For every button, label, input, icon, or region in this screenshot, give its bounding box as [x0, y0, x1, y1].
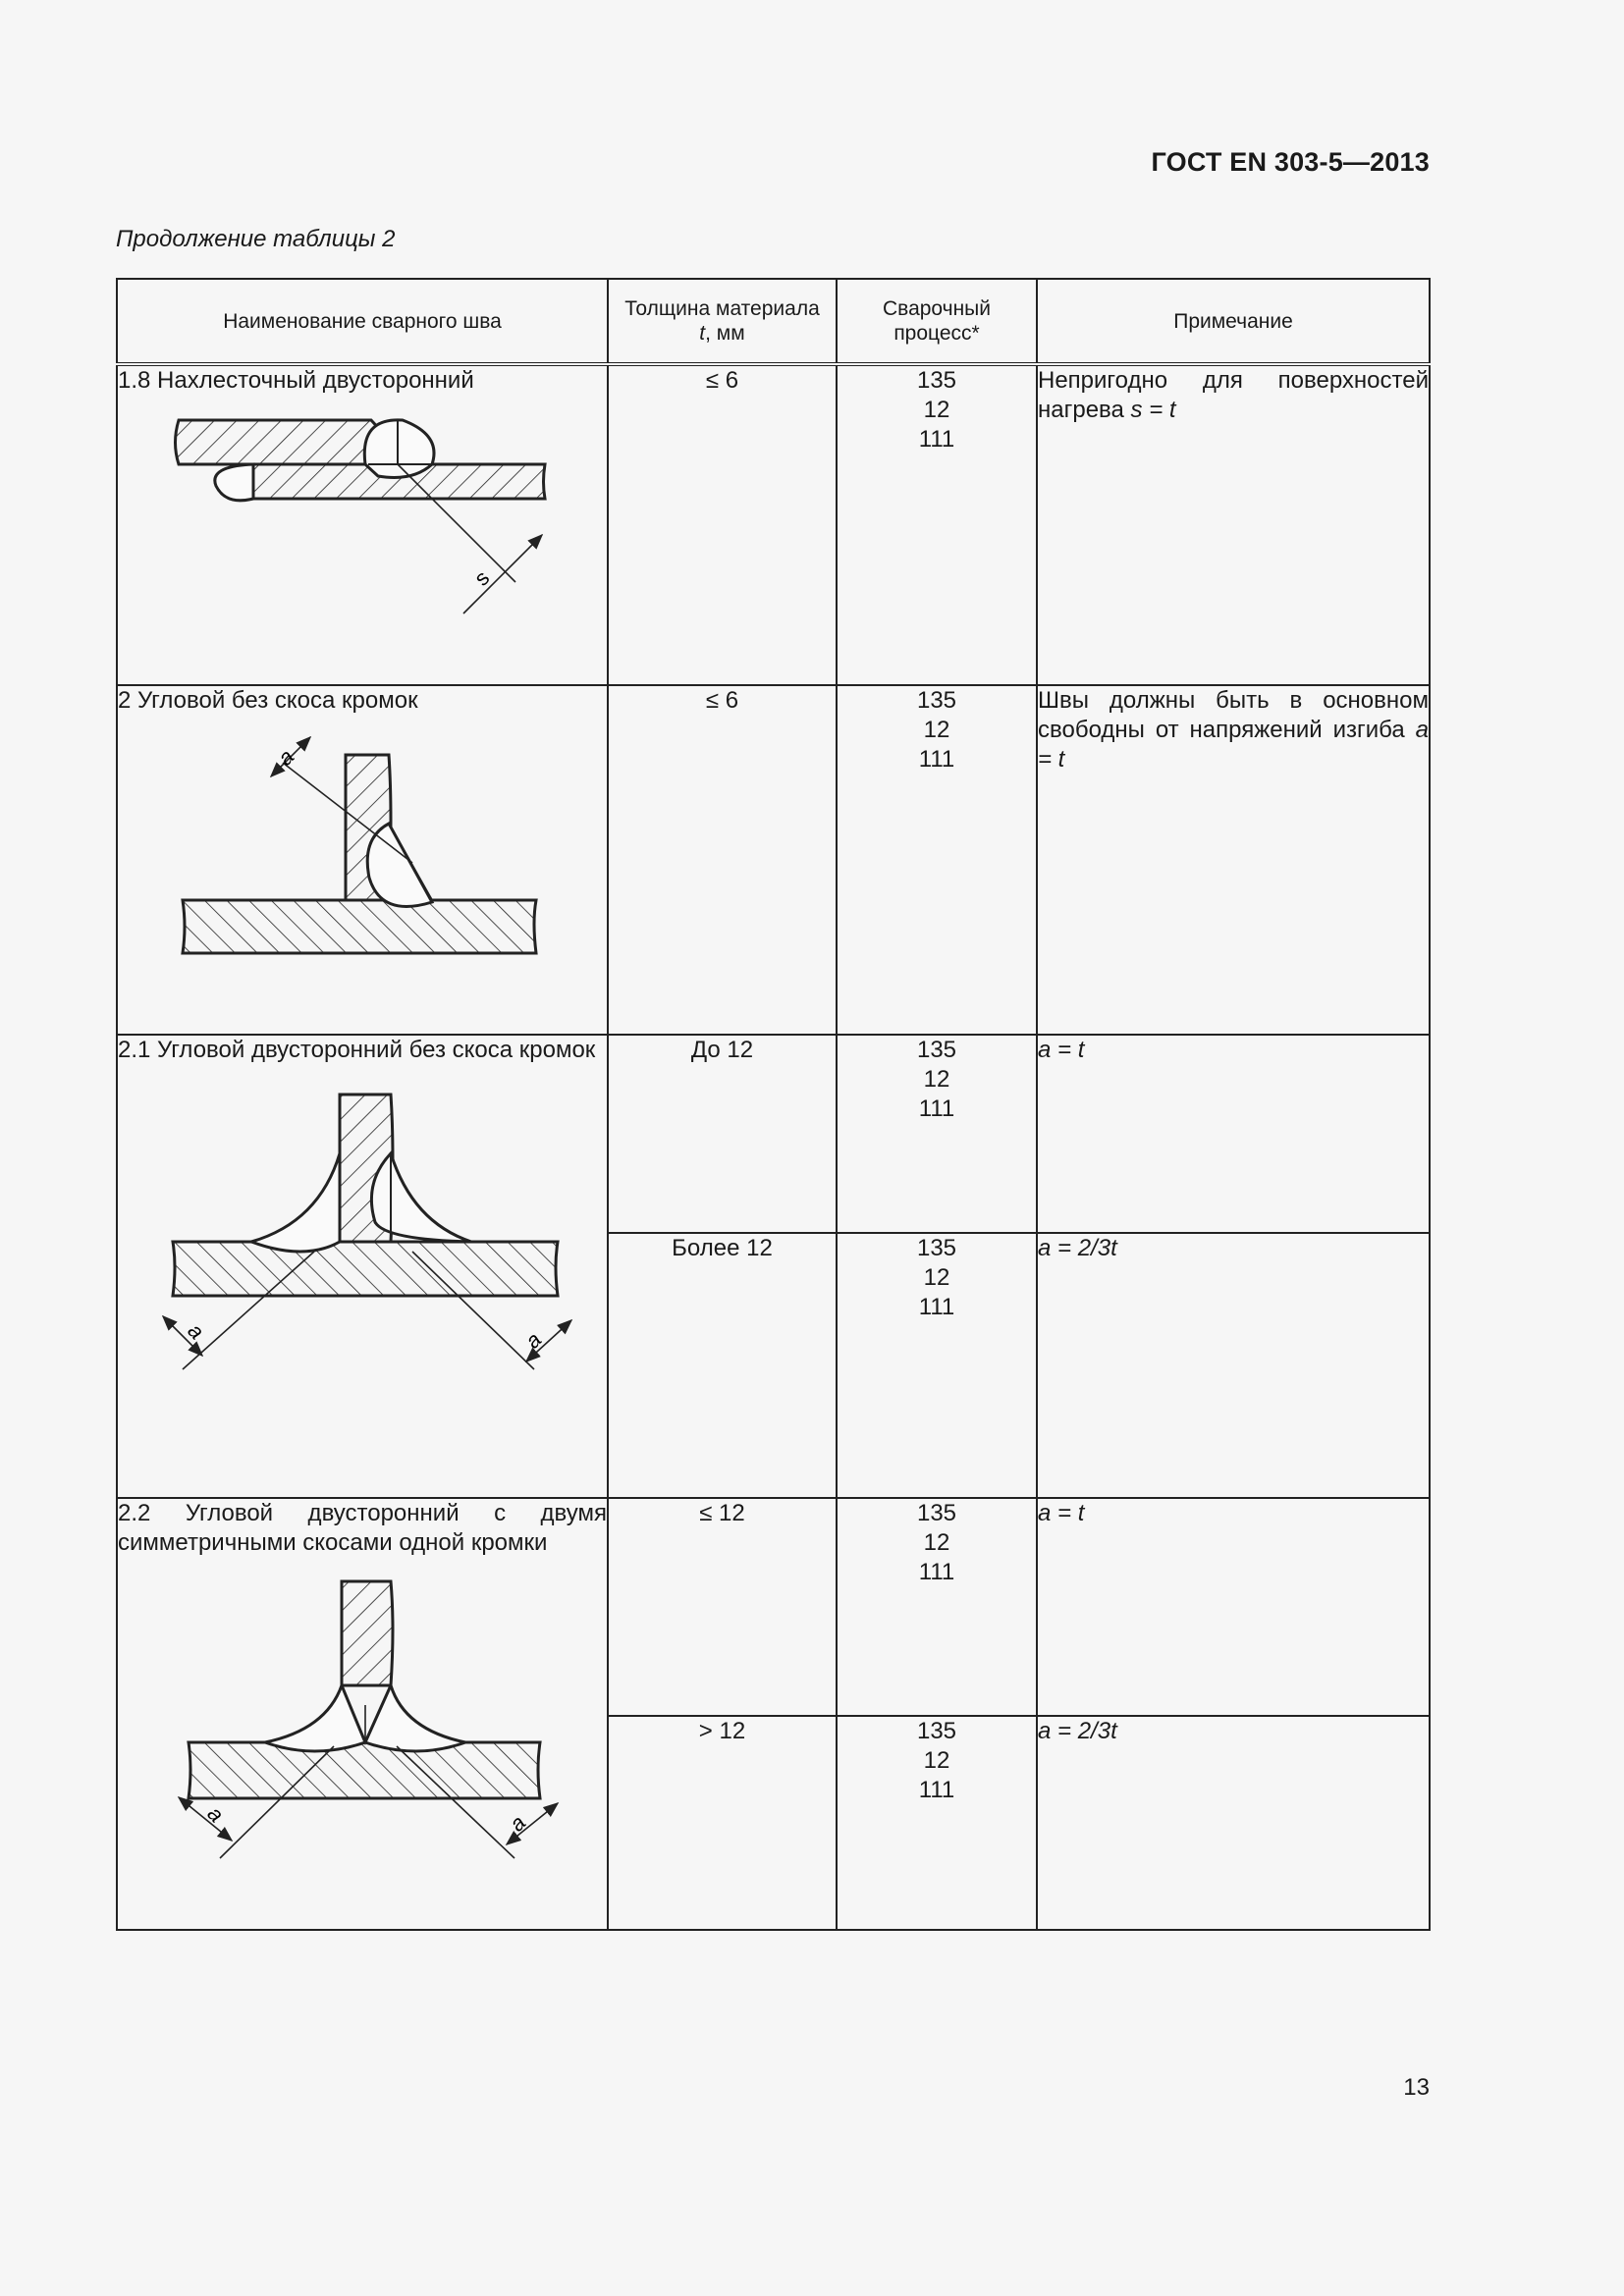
process-cell: 135 12 111: [837, 1035, 1037, 1233]
weld-name-cell: [117, 364, 608, 685]
dim-label-s: s: [468, 565, 495, 591]
dim-label-a: a: [272, 744, 299, 771]
thickness-cell: ≤ 6: [608, 364, 837, 685]
dim-label-a-left: a: [183, 1317, 209, 1345]
note-cell: a = 2/3t: [1037, 1716, 1430, 1930]
process-cell: 135 12 111: [837, 1498, 1037, 1716]
weld-name: 2.1 Угловой двусторонний без скоса кромок: [118, 1037, 596, 1063]
lap-joint-diagram: [118, 405, 589, 651]
table-caption: Продолжение таблицы 2: [116, 226, 396, 252]
table-row: [117, 1498, 1430, 1716]
table-row: [117, 685, 1430, 1035]
thickness-cell: Более 12: [608, 1233, 837, 1498]
dim-label-a-left: a: [202, 1800, 229, 1828]
note-cell: a = t: [1037, 1498, 1430, 1716]
weld-table: [116, 278, 1431, 1931]
dim-label-a-right: a: [504, 1810, 531, 1837]
col-header-process: Сварочный процесс*: [837, 279, 1037, 364]
col-header-name: Наименование сварного шва: [117, 279, 608, 364]
process-cell: 135 12 111: [837, 1716, 1037, 1930]
process-cell: 135 12 111: [837, 1233, 1037, 1498]
double-bevel-weld-diagram: [118, 1568, 589, 1862]
col-header-thickness: Толщина материала t, мм: [608, 279, 837, 364]
col-header-note: Примечание: [1037, 279, 1430, 364]
thickness-cell: ≤ 12: [608, 1498, 837, 1716]
thickness-cell: ≤ 6: [608, 685, 837, 1035]
weld-name: 1.8 Нахлесточный двусторонний: [118, 367, 474, 394]
weld-name-cell: [117, 1498, 608, 1930]
note-cell: Непригодно для поверхностей нагрева s = t: [1037, 364, 1430, 685]
process-cell: 135 12 111: [837, 364, 1037, 685]
weld-name-cell: [117, 685, 608, 1035]
process-cell: 135 12 111: [837, 685, 1037, 1035]
weld-name: 2.2 Угловой двусторонний с двумя симметричными скосами одной кромки: [118, 1500, 607, 1556]
document-id: ГОСТ EN 303-5—2013: [1151, 147, 1430, 177]
note-cell: a = 2/3t: [1037, 1233, 1430, 1498]
thickness-cell: До 12: [608, 1035, 837, 1233]
table-row: [117, 364, 1430, 685]
fillet-weld-diagram: [118, 725, 589, 1010]
weld-name: 2 Угловой без скоса кромок: [118, 687, 418, 714]
note-cell: Швы должны быть в основном свободны от напряжений изгиба a = t: [1037, 685, 1430, 1035]
thickness-cell: > 12: [608, 1716, 837, 1930]
double-fillet-weld-diagram: [118, 1075, 589, 1389]
weld-name-cell: [117, 1035, 608, 1498]
page-number: 13: [1403, 2074, 1430, 2101]
table-header-row: [117, 279, 1430, 364]
dim-label-a-right: a: [519, 1327, 547, 1354]
table-row: [117, 1035, 1430, 1233]
note-cell: a = t: [1037, 1035, 1430, 1233]
